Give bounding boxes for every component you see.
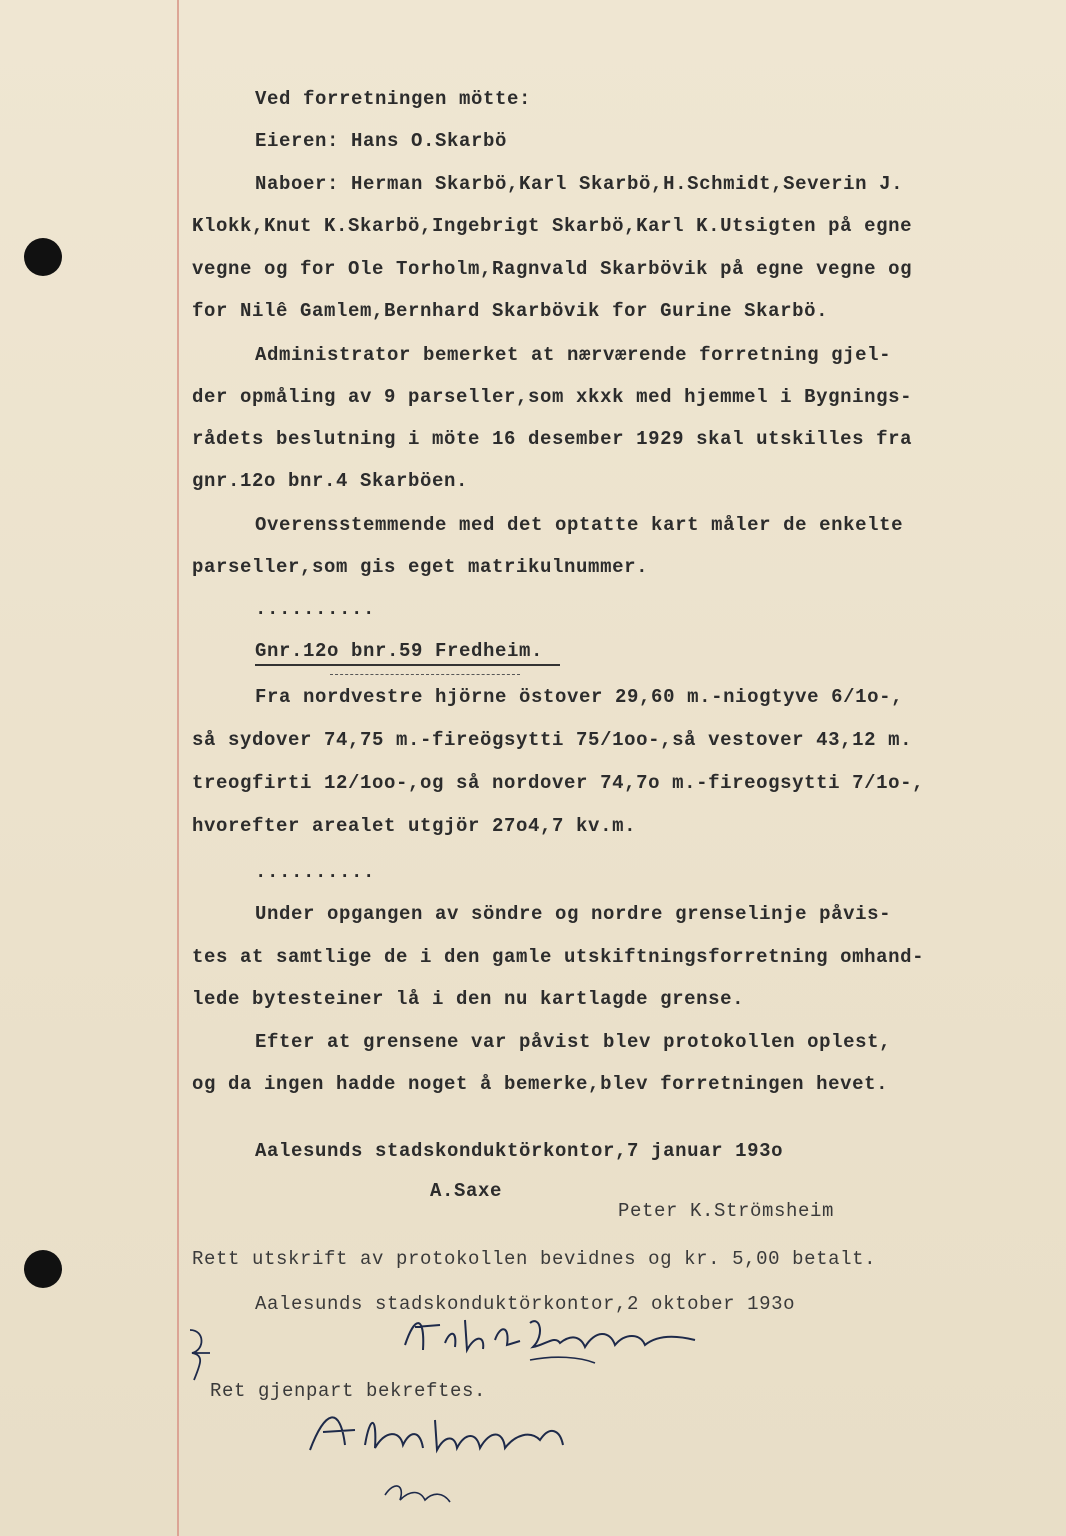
heading-underline — [255, 664, 560, 666]
text-line-7: Administrator bemerket at nærværende forretning gjel- — [255, 344, 892, 366]
text-line-5: vegne og for Ole Torholm,Ragnvald Skarbövik på egne vegne og — [192, 258, 913, 280]
text-line-24: og da ingen hadde noget å bemerke,blev forretningen hevet. — [192, 1073, 889, 1095]
text-line-6: for Nilê Gamlem,Bernhard Skarbövik for Gurine Skarbö. — [192, 300, 829, 322]
text-line-12: parseller,som gis eget matrikulnummer. — [192, 556, 649, 578]
text-line-17: treogfirti 12/1oo-,og så nordover 74,7o m.-fireogsytti 7/1o-, — [192, 772, 925, 794]
text-line-4: Klokk,Knut K.Skarbö,Ingebrigt Skarbö,Karl K.Utsigten på egne — [192, 215, 913, 237]
handwritten-signature-1 — [395, 1305, 715, 1375]
certification-line: Rett utskrift av protokollen bevidnes og kr. 5,00 betalt. — [192, 1248, 877, 1270]
handwritten-signature-2 — [305, 1400, 575, 1520]
margin-line — [177, 0, 179, 1536]
text-line-18: hvorefter arealet utgjör 27o4,7 kv.m. — [192, 815, 637, 837]
text-line-22: lede bytesteiner lå i den nu kartlagde grense. — [192, 988, 745, 1010]
text-line-21: tes at samtlige de i den gamle utskiftningsforretning omhand- — [192, 946, 925, 968]
copy-confirmation: Ret gjenpart bekreftes. — [210, 1380, 487, 1402]
text-line-1: Ved forretningen mötte: — [255, 88, 532, 110]
heading-underline-dashed — [330, 674, 520, 675]
separator-dots-2: .......... — [255, 861, 376, 883]
separator-dots-1: .......... — [255, 598, 376, 620]
parcel-heading: Gnr.12o bnr.59 Fredheim. — [255, 640, 544, 662]
text-line-10: gnr.12o bnr.4 Skarböen. — [192, 470, 469, 492]
place-date-2: Aalesunds stadskonduktörkontor,2 oktober 193o — [255, 1293, 796, 1315]
text-line-11: Overensstemmende med det optatte kart måler de enkelte — [255, 514, 904, 536]
signature-stromsheim: Peter K.Strömsheim — [618, 1200, 835, 1222]
text-line-8: der opmåling av 9 parseller,som xkxk med hjemmel i Bygnings- — [192, 386, 913, 408]
text-line-16: så sydover 74,75 m.-fireögsytti 75/1oo-,så vestover 43,12 m. — [192, 729, 913, 751]
punch-hole-top — [24, 238, 62, 276]
punch-hole-bottom — [24, 1250, 62, 1288]
text-line-2: Eieren: Hans O.Skarbö — [255, 130, 508, 152]
text-line-15: Fra nordvestre hjörne östover 29,60 m.-niogtyve 6/1o-, — [255, 686, 904, 708]
text-line-3: Naboer: Herman Skarbö,Karl Skarbö,H.Schmidt,Severin J. — [255, 173, 904, 195]
place-date-1: Aalesunds stadskonduktörkontor,7 januar 193o — [255, 1140, 784, 1162]
text-line-9: rådets beslutning i möte 16 desember 1929 skal utskilles fra — [192, 428, 913, 450]
signature-saxe: A.Saxe — [430, 1180, 503, 1202]
text-line-20: Under opgangen av söndre og nordre grenselinje påvis- — [255, 903, 892, 925]
text-line-23: Efter at grensene var påvist blev protokollen oplest, — [255, 1031, 892, 1053]
handwritten-initial-mark — [180, 1325, 220, 1385]
